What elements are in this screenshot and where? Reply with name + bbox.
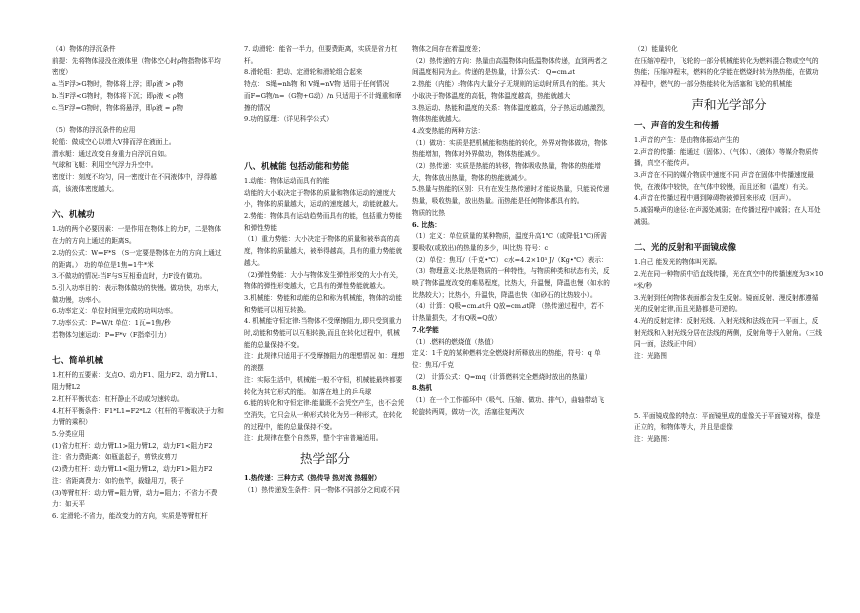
text-line: （1）做功：实质是把机械能和热能的转化，外界对物体做功，物体热能增加，物体对外界做功，物体热能减少。	[412, 138, 608, 159]
text-line: 5. 平面镜成像的特点：平面镜里成的虚像关于平面镜对称，像是正立的，和物体等大，并且是虚像	[634, 411, 821, 432]
text-line: 注：此规律在整个自然界，整个宇宙普遍适用。	[244, 434, 383, 443]
text-line: （4）计算：Q吸=cm⊿t升 Q放=cm⊿t降 （热传递过程中，若不计热量损失，才有Q吸=Q放）	[412, 302, 604, 323]
text-line: 2.势能：物体具有运动趋势而具有的能，包括重力势能和弹性势能	[244, 212, 402, 232]
text-line: 密度计：刻度不均匀，同一密度计在不同液体中，浮得越高，该液体密度越大。	[52, 173, 217, 193]
text-line: 1.自己 能发光的物体叫光源。	[634, 258, 722, 267]
text-line: 7.化学能	[412, 325, 439, 334]
text-line: 9.功的原理：（详见科学公式）	[244, 115, 333, 124]
text-line: （2）热传递的方向：热量由高温物体向低温物体传递，直到两者之间温度相同为止。传递的是热量，计算公式： Q=cm⊿t	[412, 56, 608, 77]
text-line: （5）物体的浮沉条件的应用	[52, 126, 136, 135]
text-line: a.当F浮>G物时，物体将上浮；即ρ液 > ρ物	[52, 80, 184, 89]
text-line: 3.声音在不同的媒介物质中速度不同 声音在固体中传播速度最快，在液体中较快，在气体中较慢，而且还和（温度）有关。	[634, 170, 814, 191]
text-line: 7.功率公式：P=W/t 单位：1瓦=1焦/秒	[52, 319, 171, 328]
text-line: c.当F浮=G物时，物体将悬浮，即ρ液 = ρ物	[52, 103, 183, 112]
text-line: 8.滑轮组：把动、定滑轮和滑轮组合起来	[244, 68, 363, 77]
text-line: 前提：先将物体浸没在液体里（物体空心时ρ物指物体平均密度）	[52, 56, 221, 77]
text-line: 6.功率定义：单位时间里完成的功叫功率。	[52, 307, 177, 316]
text-line: 注：光路图	[634, 352, 667, 361]
text-line: 潜水艇：通过改变自身重力自浮沉自如。	[52, 149, 171, 158]
text-line: （2）能量转化	[634, 45, 678, 53]
text-line: 轮船：做成空心以增大V排而浮在液面上。	[52, 137, 176, 146]
text-line: (3)等臂杠杆：动力臂=阻力臂，动力=阻力；不省力不费力：如天平	[52, 488, 218, 509]
part-title-heat: 热学部分	[299, 451, 350, 467]
text-line: b.当F浮<G物时，物体将下沉；即ρ液 < ρ物	[52, 91, 184, 100]
text-line: 8.热机	[412, 384, 433, 393]
text-line: 5.引入功率目的：表示物体做功的快慢。做功快，功率大，做功慢，功率小。	[52, 283, 224, 304]
text-line: 物质的比热	[412, 208, 445, 217]
text-line: 注：省距离费力：如钓鱼竿，裁缝用刀，筷子	[52, 476, 184, 485]
column-4	[634, 44, 824, 446]
text-line: 1.热传递：三种方式（热传导 热对流 热辐射）	[244, 474, 381, 483]
section-heading: 一、声音的发生和传播	[634, 120, 720, 131]
text-line: 注：光路图：	[634, 435, 674, 444]
text-line: 1.声音的产生：是由物体振动产生的	[634, 135, 740, 144]
text-line: 注：此规律只适用于不受摩擦阻力的理想情况 如：理想的滚摆	[244, 352, 405, 373]
text-line: （1）重力势能：大小决定于物体的质量和被举高的高度，物体的质量越大，被举得越高，具有的重力势能就越大。	[244, 235, 403, 267]
text-line: 4. 机械能守恒定律:当物体不受摩擦阻力,即只受到重力时,动能和势能可以互相转换,而且在转化过程中，机械能的总量保持不变。	[244, 317, 402, 349]
section-heading: 七、简单机械	[52, 356, 104, 367]
section-heading: 八、机械能 包括动能和势能	[244, 161, 349, 172]
text-line: 3.热运动、热能和温度的关系：物体温度越高，分子热运动越激烈，物体热能就越大。	[412, 103, 610, 124]
text-line: 2.杠杆平衡状态：杠杆静止不动或匀速转动。	[52, 394, 184, 403]
text-line: （1）定义：单位质量的某种物质，温度升高1℃（或降低1℃)所需要吸收(或放出)的热量的多少，叫比热 符号：c	[412, 232, 607, 252]
text-line: 1.功的两个必要因素：一是作用在物体上的力F，二是物体在力的方向上通过的距离S。	[52, 225, 222, 246]
text-line: 4.声音在传播过程中遇到障碍物被弹回来形成（回声）。	[634, 194, 796, 203]
text-line: 2.热能（内能）:物体内大量分子无规则的运动时所具有的能。其大小取决于物体温度的高低，物体温度越高，热能就越大	[412, 80, 606, 100]
text-line: 物体之间存在着温度差；	[412, 45, 485, 53]
text-line: 3.机械能：势能和动能的总和称为机械能，物体的动能和势能可以相互转换。	[244, 293, 402, 314]
text-line: （4）物体的浮沉条件	[52, 45, 116, 53]
text-line: 在压缩冲程中，飞轮的一部分机械能转化为燃料混合物或空气的热能；压缩冲程末，燃料的化学能在燃烧时转为热热能，在做功冲程中，燃气的一部分热能转化为活塞和飞轮的机械能	[634, 56, 819, 89]
text-line: 2.光在同一种物质中沿直线传播，光在真空中的传播速度为3×10⁸米/秒	[634, 270, 824, 290]
text-line: 1.杠杆的五要素：支点O、动力F1、阻力F2、动力臂L1、阻力臂L2	[52, 371, 222, 392]
text-line: 6. 定滑轮:不省力，能改变力的方向，实质是等臂杠杆	[52, 511, 208, 520]
text-line: 而F=G物/n=（G物+G动）/n 只适用于不计绳重和摩擦的情况	[244, 91, 402, 112]
column-1	[52, 44, 224, 523]
text-line: 若物体匀速运动：P=F*v（F指牵引力）	[52, 330, 171, 339]
text-line: （1）.燃料的燃烧值（热值）	[412, 337, 498, 346]
text-line: （1）在一个工作循环中（吸气、压缩、做功、排气），曲轴带动飞轮旋转两周，做功一次，活塞往复两次	[412, 396, 605, 416]
text-line: 2.声音的传播：能通过（固体）、（气体）、（液体）等媒介物质传播，真空不能传声。	[634, 147, 819, 168]
text-line: (1)省力杠杆：动力臂L1>阻力臂L2，动力F1<阻力F2	[52, 441, 213, 450]
text-line: （2)弹性势能：大小与物体发生弹性形变的大小有关，物体的弹性形变越大，它具有的弹性势能就越大。	[244, 270, 403, 291]
text-line: （2）单位：焦耳/（千克•℃） c水=4.2×10³ J/（Kg•℃）表示：	[412, 255, 608, 264]
text-line: 6.能的转化和守恒定律:能量既不会凭空产生，也不会凭空消失，它只会从一种形式转化为另一种形式，在转化的过程中，能的总量保持不变。	[244, 399, 405, 431]
text-line: (2)费力杠杆：动力臂L1<阻力臂L2，动力F1>阻力F2	[52, 465, 213, 474]
text-line: 特点： S绳=nh物 和 V绳=nV物 适用于任何情况	[244, 80, 390, 89]
text-line: 1.动能：物体运动而具有的能	[244, 176, 330, 185]
text-line: 4.改变热能的两种方法：	[412, 126, 485, 135]
text-line: （2）热传递：实质是热能的转移，物体吸收热量，物体的热能增大，物体放出热量，物体的热能就减少。	[412, 162, 601, 182]
text-line: 3.不做功的情况:当F与S互相垂直时，力F没有做功。	[52, 272, 207, 281]
column-3	[412, 44, 610, 419]
text-line: 动能的大小取决定于物体的质量和物体运动的速度大小，物体的质量越大，运动的速度越大，动能就越大。	[244, 188, 403, 209]
text-line: （2） 计算公式：Q=mq（计算燃料完全燃烧时放出的热量）	[412, 372, 592, 381]
text-line: 定义：1千克的某种燃料完全燃烧时所释放出的热能，符号：q 单位：焦耳/千克	[412, 349, 601, 369]
text-line: 3.光射到任何物体表面都会发生反射。镜面反射、漫反射都遵循光的反射定律,而且光路都是可逆的。	[634, 293, 819, 314]
text-line: 5.热量与热能的区别：只有在发生热传递时才能说热量，只能说传递热量，吸收热量，放出热量。而热能是任何物体都具有的。	[412, 185, 610, 206]
text-line: 注：省力费距离：如瓶盖起子，剪铁皮剪刀	[52, 453, 178, 462]
section-heading: 六、机械功	[52, 210, 95, 221]
text-line: 7. 动滑轮：能省一半力，但要费距离，实质是省力杠杆。	[244, 45, 398, 65]
text-line: 6. 比热：	[412, 220, 441, 229]
text-line: 5.减弱噪声的途径:在声源处减弱；在传播过程中减弱；在人耳处减弱。	[634, 206, 821, 226]
column-2	[244, 44, 406, 497]
text-line: 气球和飞艇：利用空气浮力升空中。	[52, 161, 158, 170]
text-line: 5.分类应用	[52, 429, 85, 438]
text-line: 注：实际生活中，机械能一般不守恒，机械能最终都要转化为其它形式的能。 如落在地上的乒乓球	[244, 375, 403, 396]
text-line: （1）热传递发生条件：同一物体不同部分之间或不同	[244, 485, 400, 494]
text-line: 4.杠杆平衡条件：F1*L1=F2*L2（杠杆的平衡取决于力和力臂的乘积）	[52, 406, 224, 427]
text-line: 4.光的反射定律：反射光线、入射光线和法线在同一平面上，反射光线和入射光线分居在法线的两侧，反射角等于入射角。（三线同一面，法线正中间）	[634, 316, 822, 349]
section-heading: 二、光的反射和平面镜成像	[634, 243, 737, 254]
text-line: 2.功的公式：W=F*S （S一定要是物体在力的方向上通过的距离。） 功的单位是1焦=1牛*米	[52, 248, 222, 269]
part-title-sound-light: 声和光学部分	[691, 96, 767, 112]
text-line: （3）物理意义:比热是物质的一种特性，与物质种类和状态有关，反映了物体温度改变的难易程度，比热大，升温慢，降温也慢（如水的比热较大）；比热小，升温快，降温也快（如砂石的比热较小）。	[412, 267, 610, 299]
